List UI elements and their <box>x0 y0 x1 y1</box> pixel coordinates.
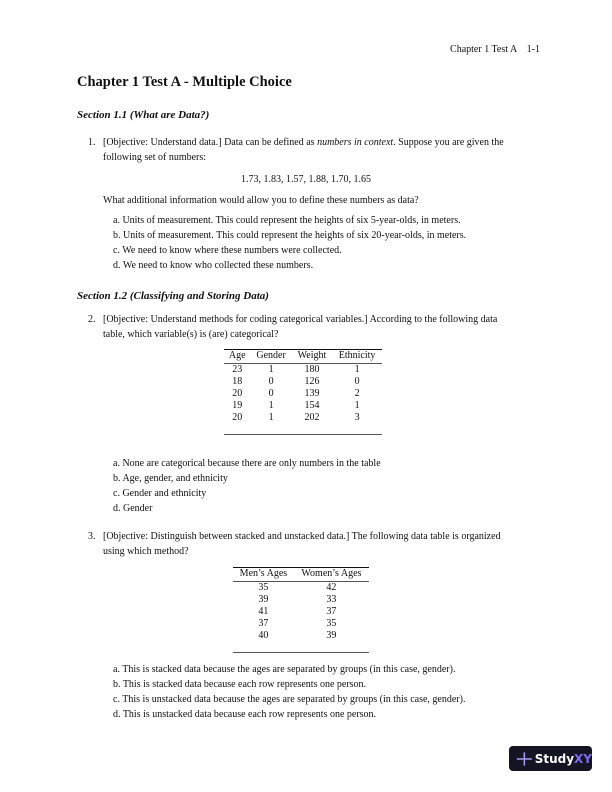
option-c: c. This is unstacked data because the ages are separated by groups (in this case, gender). <box>113 694 466 705</box>
table-cell: 180 <box>304 364 320 375</box>
table-row <box>224 400 382 412</box>
question-text-2: using which method? <box>103 546 189 557</box>
question-prompt: What additional information would allow you to define these numbers as data? <box>103 195 419 206</box>
data-table <box>224 349 382 435</box>
option-a: a. Units of measurement. This could represent the heights of six 5-year-olds, in meters. <box>113 215 461 226</box>
option-b: b. Units of measurement. This could represent the heights of six 20-year-olds, in meters. <box>113 230 467 241</box>
table-cell: 35 <box>326 618 337 629</box>
column-header: Weight <box>292 350 332 364</box>
table-cell: 41 <box>258 606 269 617</box>
table-cell: 37 <box>258 618 269 629</box>
data-table <box>233 567 369 653</box>
section-heading-1-1: Section 1.1 (What are Data?) <box>77 109 210 121</box>
studyxy-watermark[interactable] <box>509 746 592 771</box>
table-cell: 2 <box>354 388 360 399</box>
page-title: Chapter 1 Test A - Multiple Choice <box>77 74 292 90</box>
table-cell: 3 <box>354 412 360 423</box>
question-text-2: table, which variable(s) is (are) categorical? <box>103 329 279 340</box>
option-d: d. We need to know who collected these numbers. <box>113 260 314 271</box>
option-a: a. This is stacked data because the ages are separated by groups (in this case, gender). <box>113 664 456 675</box>
question-text-2: following set of numbers: <box>103 152 207 163</box>
option-a: a. None are categorical because there are only numbers in the table <box>113 458 381 469</box>
option-c: c. Gender and ethnicity <box>113 488 207 499</box>
table-row <box>233 594 369 606</box>
table-cell: 0 <box>268 376 274 387</box>
table-cell: 1 <box>268 400 274 411</box>
column-header: Women’s Ages <box>294 568 369 582</box>
plus-icon <box>514 750 535 768</box>
brand-xy: XY <box>574 751 592 766</box>
column-header: Men’s Ages <box>233 568 294 582</box>
table-cell: 37 <box>326 606 337 617</box>
table-cell: 126 <box>304 376 320 387</box>
table-cell: 139 <box>304 388 320 399</box>
table-cell: 40 <box>258 630 269 641</box>
text: . Suppose you are given the <box>393 137 504 148</box>
section-heading-1-2: Section 1.2 (Classifying and Storing Data) <box>77 290 269 302</box>
table-row <box>224 412 382 435</box>
option-b: b. Age, gender, and ethnicity <box>113 473 228 484</box>
table-cell: 20 <box>232 412 243 423</box>
table-cell: 39 <box>258 594 269 605</box>
table-cell: 33 <box>326 594 337 605</box>
column-header: Age <box>224 350 250 364</box>
table-cell: 39 <box>326 630 337 641</box>
question-text <box>103 137 504 148</box>
table-cell: 35 <box>258 582 269 593</box>
option-d: d. This is unstacked data because each row represents one person. <box>113 709 377 720</box>
table-row <box>224 388 382 400</box>
table-cell: 1 <box>354 400 360 411</box>
question-text: [Objective: Distinguish between stacked and unstacked data.] The following data table is organized <box>103 531 501 542</box>
emphasis: numbers in context <box>317 137 394 148</box>
table-row <box>233 618 369 630</box>
text: [Objective: Understand data.] Data can be defined as <box>103 137 318 148</box>
table-cell: 18 <box>232 376 243 387</box>
table-cell: 0 <box>268 388 274 399</box>
table-row <box>224 376 382 388</box>
table-row <box>233 630 369 653</box>
table-cell: 19 <box>232 400 243 411</box>
running-header: Chapter 1 Test A 1-1 <box>450 44 540 55</box>
table-cell: 0 <box>354 376 360 387</box>
column-header: Ethnicity <box>332 350 382 364</box>
option-c: c. We need to know where these numbers were collected. <box>113 245 342 256</box>
table-row <box>224 364 382 377</box>
question-number: 2. <box>88 314 96 325</box>
table-cell: 23 <box>232 364 243 375</box>
table-cell: 202 <box>304 412 320 423</box>
question-text: [Objective: Understand methods for coding categorical variables.] According to the following data <box>103 314 498 325</box>
option-d: d. Gender <box>113 503 153 514</box>
table-row <box>233 606 369 618</box>
table-cell: 42 <box>326 582 337 593</box>
table-cell: 154 <box>304 400 320 411</box>
number-set: 1.73, 1.83, 1.57, 1.88, 1.70, 1.65 <box>241 174 371 185</box>
table-row <box>233 582 369 595</box>
brand-study: Study <box>534 751 575 766</box>
column-header: Gender <box>250 350 291 364</box>
table-cell: 1 <box>268 364 274 375</box>
question-number: 1. <box>88 137 96 148</box>
table-cell: 20 <box>232 388 243 399</box>
option-b: b. This is stacked data because each row represents one person. <box>113 679 367 690</box>
question-number: 3. <box>88 531 96 542</box>
table-cell: 1 <box>268 412 274 423</box>
table-cell: 1 <box>354 364 360 375</box>
